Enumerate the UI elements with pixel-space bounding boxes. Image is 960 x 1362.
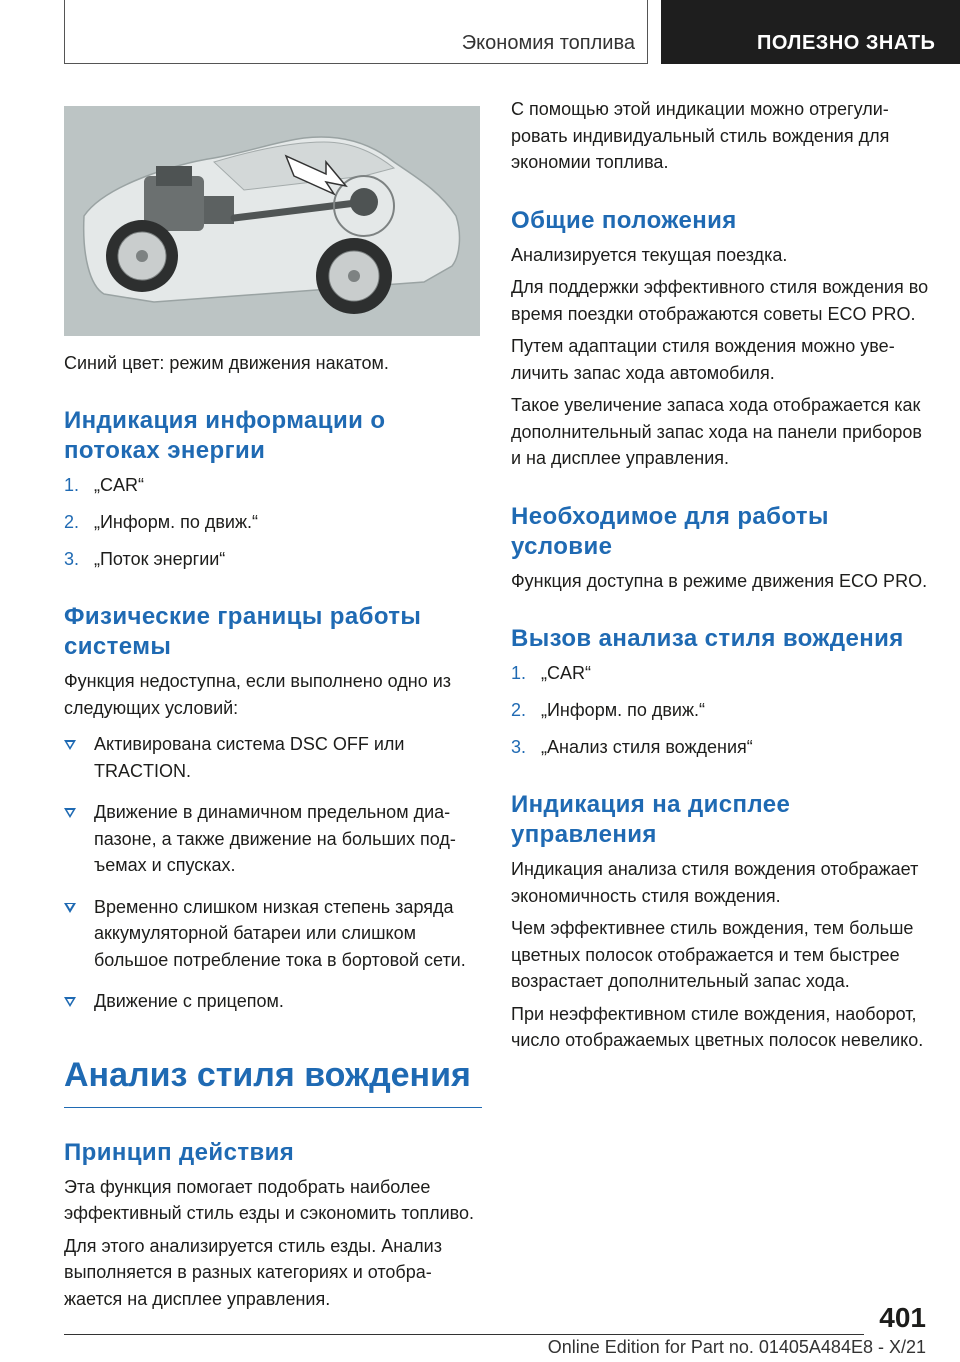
display-heading: Индикация на дисплее управления (511, 791, 791, 848)
footer-edition: Online Edition for Part no. 01405A484E8 - X/21 (547, 1337, 926, 1357)
list-item: 1. „CAR“ (511, 663, 591, 683)
page-number: 401 (879, 1302, 926, 1333)
energy-flow-heading: Индикация информации о потоках энергии (64, 407, 386, 464)
call-analysis-steps (511, 660, 931, 760)
header-chapter-tab (661, 0, 960, 64)
general-paragraph-3: Путем адаптации стиля вождения можно увеличить запас хода автомобиля. (511, 336, 895, 383)
list-item: Активирована система DSC OFF или TRACTION. (64, 731, 482, 784)
list-item: 1. „CAR“ (64, 475, 144, 495)
requirement-heading: Необходимое для работы условие (511, 502, 829, 560)
header-chapter-title: ПОЛЕЗНО ЗНАТЬ (757, 32, 936, 54)
system-limits-list (64, 731, 482, 1015)
rear-wheel (316, 238, 392, 314)
list-item: Движение с прицепом. (64, 988, 482, 1015)
analysis-section-title: Анализ стиля вождения (64, 1053, 482, 1108)
system-limits-heading: Физические границы работы системы (64, 603, 422, 660)
general-paragraph-2: Для поддержки эффективного стиля вождения во время поездки отображаются советы ECO PRO. (511, 277, 929, 324)
principle-heading: Принцип действия (64, 1138, 295, 1166)
general-heading: Общие положения (511, 206, 737, 234)
header-section-title: Экономия топлива (461, 32, 635, 54)
list-item: 3. „Анализ стиля вождения“ (511, 737, 753, 757)
display-paragraph-1: Индикация анализа стиля вождения отображает экономичность стиля вождения. (511, 859, 919, 906)
triangle-bullet-icon (64, 997, 76, 1007)
list-item: 2. „Информ. по движ.“ (511, 700, 705, 720)
list-item: Движение в динамичном предельном диапазоне, а также движение на больших подъемах и спусках. (64, 799, 482, 879)
front-wheel (106, 220, 178, 292)
figure-caption: Синий цвет: режим движения накатом. (64, 353, 389, 373)
display-paragraph-2: Чем эффективнее стиль вождения, тем больше цветных полосок отображается и тем быстрее возрастает дополнительный запас хода. (511, 918, 914, 991)
general-paragraph-1: Анализируется текущая поездка. (511, 244, 788, 265)
car-drivetrain-illustration (64, 106, 480, 336)
general-paragraph-4: Такое увеличение запаса хода отображается как дополнительный запас хода на панели приборов и на дисплее управления. (511, 395, 922, 468)
list-item: 2. „Информ. по движ.“ (64, 512, 258, 532)
list-item: Временно слишком низкая степень заряда аккумуляторной батареи или слишком большое потребление тока в бортовой сети. (64, 894, 482, 974)
principle-paragraph-2: Для этого анализируется стиль езды. Анализ выполняется в разных категориях и отображается на дисплее управления. (64, 1235, 442, 1309)
left-column (64, 96, 482, 1318)
list-item: 3. „Поток энергии“ (64, 549, 226, 569)
footer-divider (64, 1334, 864, 1335)
right-column (511, 96, 931, 1060)
requirement-paragraph: Функция доступна в режиме движения ECO PRO. (511, 570, 928, 591)
intro-paragraph: С помощью этой индикации можно отрегулировать индивидуальный стиль вождения для экономии топлива. (511, 99, 890, 172)
triangle-bullet-icon (64, 808, 76, 818)
display-paragraph-3: При неэффективном стиле вождения, наоборот, число отображаемых цветных полосок невелико. (511, 1003, 924, 1050)
call-analysis-heading: Вызов анализа стиля вождения (511, 625, 904, 652)
header-section-box (64, 0, 648, 64)
energy-flow-steps (64, 472, 482, 572)
principle-paragraph-1: Эта функция помогает подобрать наиболее эффективный стиль езды и сэкономить топливо. (64, 1176, 475, 1223)
system-limits-intro: Функция недоступна, если выполнено одно из следующих условий: (64, 671, 452, 718)
triangle-bullet-icon (64, 740, 76, 750)
triangle-bullet-icon (64, 903, 76, 913)
